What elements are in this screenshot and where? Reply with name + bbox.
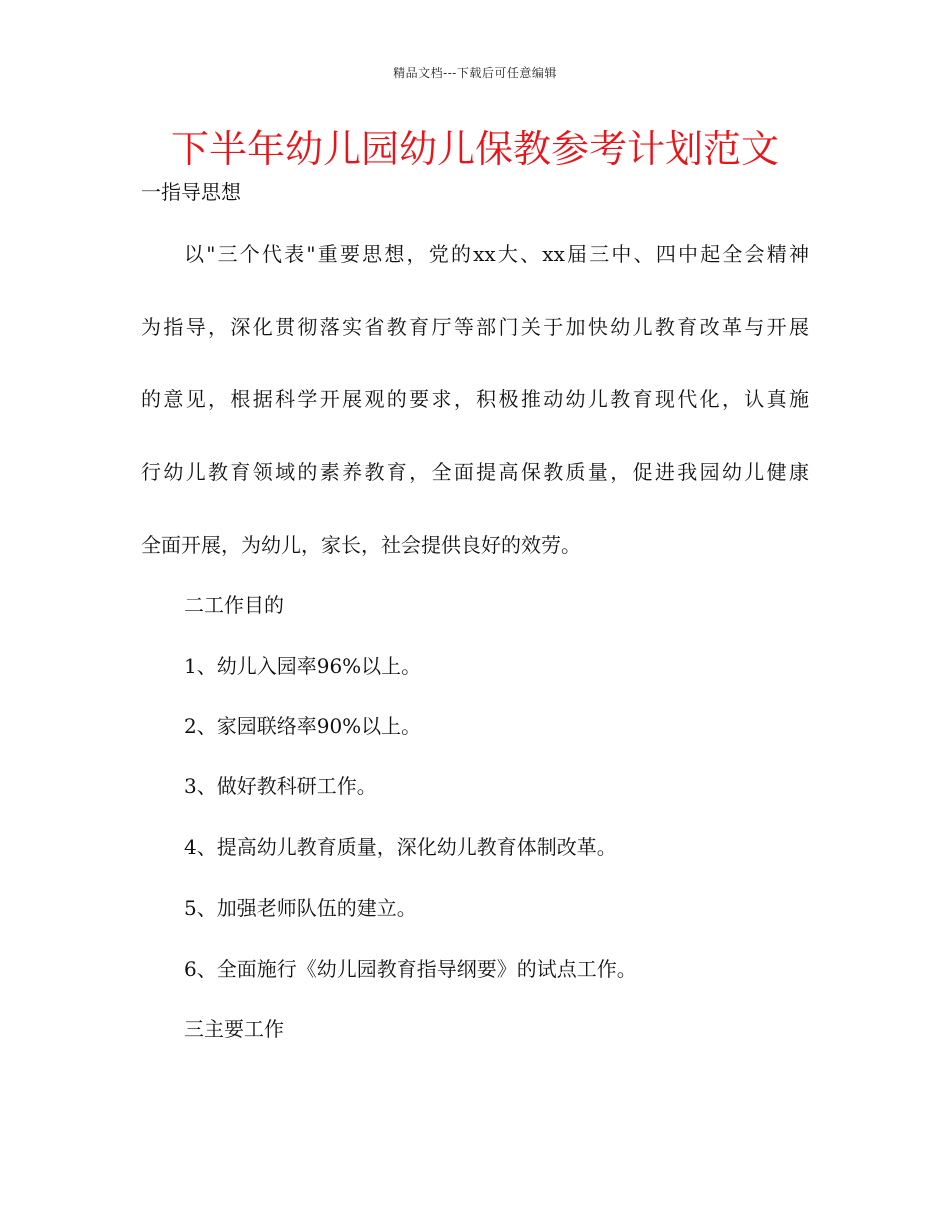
- goal-item-5: 5、加强老师队伍的建立。: [184, 896, 417, 920]
- goal-item-4: 4、提高幼儿教育质量，深化幼儿教育体制改革。: [184, 835, 617, 859]
- goal-item-3: 3、做好教科研工作。: [184, 774, 377, 798]
- paragraph-line-5: 全面开展，为幼儿，家长，社会提供良好的效劳。: [141, 533, 581, 557]
- paragraph-line-1: 以"三个代表"重要思想，党的xx大、xx届三中、四中起全会精神: [184, 242, 809, 266]
- document-title: 下半年幼儿园幼儿保教参考计划范文: [170, 127, 779, 171]
- goal-item-6: 6、全面施行《幼儿园教育指导纲要》的试点工作。: [184, 957, 637, 981]
- paragraph-line-3: 的意见，根据科学开展观的要求，积极推动幼儿教育现代化，认真施: [141, 387, 809, 411]
- goal-item-2: 2、家园联络率90%以上。: [184, 714, 422, 738]
- paragraph-line-4: 行幼儿教育领域的素养教育，全面提高保教质量，促进我园幼儿健康: [141, 460, 809, 484]
- section-heading-guiding-ideology: 一指导思想: [141, 180, 241, 204]
- paragraph-line-2: 为指导，深化贯彻落实省教育厅等部门关于加快幼儿教育改革与开展: [141, 315, 809, 339]
- section-heading-work-goals: 二工作目的: [184, 593, 284, 617]
- goal-item-1: 1、幼儿入园率96%以上。: [184, 654, 422, 678]
- page-header: 精品文档---下载后可任意编辑: [393, 66, 557, 80]
- section-heading-main-work: 三主要工作: [184, 1017, 284, 1041]
